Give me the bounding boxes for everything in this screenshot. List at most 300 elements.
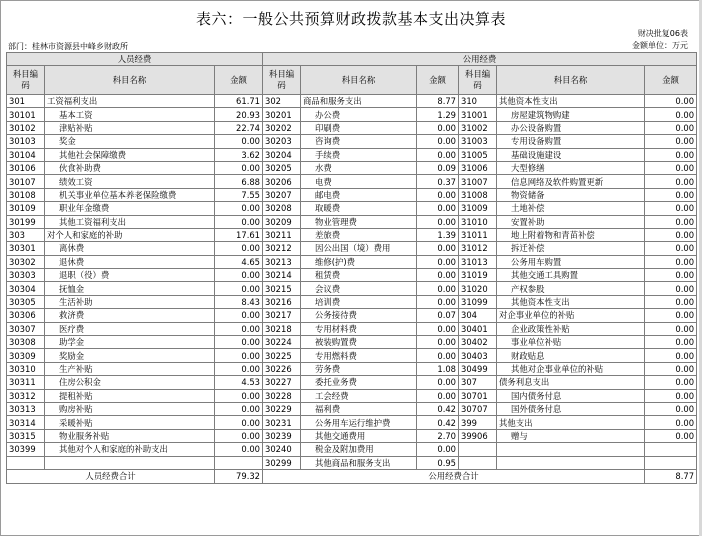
amount-cell: 7.55	[215, 188, 263, 201]
col-amount-header: 金额	[645, 66, 697, 95]
subject-name-cell: 培训费	[301, 295, 417, 308]
subject-name-cell: 职业年金缴费	[45, 202, 215, 215]
subject-name-cell: 机关事业单位基本养老保险缴费	[45, 188, 215, 201]
subject-code-cell: 30199	[7, 215, 45, 228]
subject-code-cell	[7, 456, 45, 469]
amount-cell: 0.00	[645, 322, 697, 335]
subject-code-cell: 30216	[263, 295, 301, 308]
department-label: 部门：桂林市资源县中峰乡财政所	[8, 42, 128, 51]
amount-cell: 0.00	[645, 135, 697, 148]
subject-code-cell: 399	[459, 416, 497, 429]
subject-name-cell: 专用材料费	[301, 322, 417, 335]
subject-code-cell: 31008	[459, 188, 497, 201]
subject-name-cell: 专用燃料费	[301, 349, 417, 362]
subject-code-cell: 31003	[459, 135, 497, 148]
subject-name-cell: 专用设备购置	[497, 135, 645, 148]
table-row	[7, 108, 697, 121]
amount-cell: 0.95	[417, 456, 459, 469]
amount-cell: 0.00	[645, 282, 697, 295]
subject-name-cell: 工资福利支出	[45, 95, 215, 108]
amount-cell: 0.00	[215, 269, 263, 282]
subject-code-cell: 30403	[459, 349, 497, 362]
amount-cell: 0.00	[645, 349, 697, 362]
table-row	[7, 376, 697, 389]
subject-code-cell: 31099	[459, 295, 497, 308]
subject-code-cell: 30206	[263, 175, 301, 188]
amount-cell: 0.00	[215, 402, 263, 415]
subject-name-cell: 离休费	[45, 242, 215, 255]
amount-cell: 0.00	[215, 309, 263, 322]
subject-name-cell: 采暖补贴	[45, 416, 215, 429]
subject-code-cell: 304	[459, 309, 497, 322]
subject-name-cell: 对企事业单位的补贴	[497, 309, 645, 322]
subject-code-cell: 30307	[7, 322, 45, 335]
subject-code-cell: 30301	[7, 242, 45, 255]
subject-name-cell: 基本工资	[45, 108, 215, 121]
amount-cell: 0.00	[417, 202, 459, 215]
amount-cell: 0.09	[417, 161, 459, 174]
subject-code-cell: 39906	[459, 429, 497, 442]
subject-code-cell: 30308	[7, 336, 45, 349]
amount-cell: 0.00	[417, 322, 459, 335]
subject-code-cell: 30299	[263, 456, 301, 469]
subject-code-cell: 30215	[263, 282, 301, 295]
subject-name-cell: 其他对个人和家庭的补助支出	[45, 443, 215, 456]
subject-code-cell: 30499	[459, 362, 497, 375]
subject-code-cell: 30315	[7, 429, 45, 442]
subject-code-cell: 30231	[263, 416, 301, 429]
subject-name-cell: 信息网络及软件购置更新	[497, 175, 645, 188]
amount-cell: 0.00	[645, 295, 697, 308]
subject-name-cell: 其他资本性支出	[497, 95, 645, 108]
amount-cell: 8.77	[417, 95, 459, 108]
amount-cell: 0.00	[645, 121, 697, 134]
subject-name-cell: 债务利息支出	[497, 376, 645, 389]
personnel-total-label: 人员经费合计	[7, 469, 215, 483]
subject-name-cell: 其他对企事业单位的补贴	[497, 362, 645, 375]
subject-name-cell: 奖励金	[45, 349, 215, 362]
amount-cell: 0.00	[417, 242, 459, 255]
subject-name-cell	[45, 456, 215, 469]
subject-code-cell: 310	[459, 95, 497, 108]
subject-code-cell: 30399	[7, 443, 45, 456]
table-row	[7, 322, 697, 335]
public-total-amount: 8.77	[645, 469, 697, 483]
amount-cell: 61.71	[215, 95, 263, 108]
amount-cell: 1.29	[417, 108, 459, 121]
subject-name-cell: 电费	[301, 175, 417, 188]
col-name-header: 科目名称	[301, 66, 417, 95]
subject-name-cell: 被装购置费	[301, 336, 417, 349]
subject-name-cell: 生产补贴	[45, 362, 215, 375]
subject-name-cell: 企业政策性补贴	[497, 322, 645, 335]
subject-code-cell: 30217	[263, 309, 301, 322]
subject-code-cell: 31005	[459, 148, 497, 161]
subject-code-cell: 30214	[263, 269, 301, 282]
subject-code-cell: 30701	[459, 389, 497, 402]
subject-name-cell: 国内债务付息	[497, 389, 645, 402]
amount-cell: 0.07	[417, 309, 459, 322]
subject-name-cell: 办公费	[301, 108, 417, 121]
table-row	[7, 456, 697, 469]
subject-code-cell: 30228	[263, 389, 301, 402]
amount-cell: 8.43	[215, 295, 263, 308]
amount-cell: 0.00	[417, 443, 459, 456]
subject-code-cell: 31009	[459, 202, 497, 215]
amount-cell: 17.61	[215, 228, 263, 241]
amount-cell: 0.42	[417, 402, 459, 415]
subject-code-cell: 30104	[7, 148, 45, 161]
personnel-header: 人员经费	[7, 53, 263, 66]
table-row	[7, 416, 697, 429]
subject-code-cell: 30102	[7, 121, 45, 134]
subject-code-cell: 30218	[263, 322, 301, 335]
public-header: 公用经费	[263, 53, 697, 66]
amount-cell: 0.00	[645, 242, 697, 255]
subject-name-cell: 邮电费	[301, 188, 417, 201]
amount-cell: 0.00	[645, 336, 697, 349]
amount-cell: 0.00	[215, 389, 263, 402]
subject-code-cell: 303	[7, 228, 45, 241]
subject-name-cell: 会议费	[301, 282, 417, 295]
subject-name-cell: 其他交通费用	[301, 429, 417, 442]
subject-name-cell: 赠与	[497, 429, 645, 442]
subject-name-cell: 委托业务费	[301, 376, 417, 389]
table-row	[7, 362, 697, 375]
subject-code-cell: 31011	[459, 228, 497, 241]
table-row	[7, 95, 697, 108]
subject-code-cell: 30224	[263, 336, 301, 349]
subject-name-cell: 印刷费	[301, 121, 417, 134]
amount-cell: 0.00	[215, 242, 263, 255]
subject-code-cell: 30201	[263, 108, 301, 121]
subject-name-cell: 津贴补贴	[45, 121, 215, 134]
subject-name-cell: 绩效工资	[45, 175, 215, 188]
subject-name-cell: 水费	[301, 161, 417, 174]
subject-name-cell: 拆迁补偿	[497, 242, 645, 255]
subject-name-cell: 大型修缮	[497, 161, 645, 174]
col-code-header: 科目编码	[459, 66, 497, 95]
amount-cell: 0.00	[215, 215, 263, 228]
amount-cell: 0.00	[645, 376, 697, 389]
amount-cell: 0.00	[417, 215, 459, 228]
amount-cell: 2.70	[417, 429, 459, 442]
amount-cell: 0.00	[417, 336, 459, 349]
amount-cell: 0.00	[215, 362, 263, 375]
subject-code-cell: 30304	[7, 282, 45, 295]
subject-name-cell: 物业服务补贴	[45, 429, 215, 442]
subject-code-cell: 31002	[459, 121, 497, 134]
table-row	[7, 389, 697, 402]
subject-code-cell: 30101	[7, 108, 45, 121]
amount-cell: 3.62	[215, 148, 263, 161]
subject-name-cell: 维修(护)费	[301, 255, 417, 268]
subject-code-cell: 30107	[7, 175, 45, 188]
subject-name-cell: 地上附着物和青苗补偿	[497, 228, 645, 241]
subject-name-cell: 其他支出	[497, 416, 645, 429]
subject-name-cell: 生活补助	[45, 295, 215, 308]
subject-code-cell: 30305	[7, 295, 45, 308]
subject-code-cell: 30208	[263, 202, 301, 215]
subject-code-cell: 30227	[263, 376, 301, 389]
subject-code-cell: 30202	[263, 121, 301, 134]
subject-name-cell: 提租补贴	[45, 389, 215, 402]
table-row	[7, 443, 697, 456]
amount-cell: 0.00	[645, 255, 697, 268]
subject-code-cell: 30226	[263, 362, 301, 375]
subject-code-cell: 30106	[7, 161, 45, 174]
amount-cell: 0.00	[645, 108, 697, 121]
amount-cell	[645, 456, 697, 469]
table-row	[7, 148, 697, 161]
amount-cell: 0.00	[645, 148, 697, 161]
subject-name-cell: 租赁费	[301, 269, 417, 282]
subject-code-cell: 30229	[263, 402, 301, 415]
subject-code-cell: 30211	[263, 228, 301, 241]
subject-code-cell: 307	[459, 376, 497, 389]
subject-name-cell: 工会经费	[301, 389, 417, 402]
subject-name-cell: 取暖费	[301, 202, 417, 215]
subject-name-cell: 抚恤金	[45, 282, 215, 295]
subject-name-cell: 基础设施建设	[497, 148, 645, 161]
amount-cell: 0.00	[645, 416, 697, 429]
amount-cell	[215, 456, 263, 469]
col-amount-header: 金额	[215, 66, 263, 95]
subject-name-cell: 其他交通工具购置	[497, 269, 645, 282]
amount-unit: 金额单位：万元	[632, 41, 688, 50]
subject-name-cell: 国外债务付息	[497, 402, 645, 415]
table-row	[7, 242, 697, 255]
table-row	[7, 202, 697, 215]
subject-name-cell: 咨询费	[301, 135, 417, 148]
subject-name-cell: 伙食补助费	[45, 161, 215, 174]
subject-name-cell: 福利费	[301, 402, 417, 415]
amount-cell: 0.00	[645, 309, 697, 322]
amount-cell: 0.00	[645, 215, 697, 228]
amount-cell: 0.42	[417, 416, 459, 429]
amount-cell: 0.00	[215, 416, 263, 429]
subject-name-cell: 医疗费	[45, 322, 215, 335]
amount-cell: 0.00	[417, 282, 459, 295]
amount-cell: 0.00	[645, 429, 697, 442]
subject-code-cell: 30303	[7, 269, 45, 282]
table-row	[7, 255, 697, 268]
subject-code-cell: 30302	[7, 255, 45, 268]
amount-cell: 0.00	[645, 188, 697, 201]
amount-cell: 1.39	[417, 228, 459, 241]
subject-code-cell: 31012	[459, 242, 497, 255]
subject-code-cell	[459, 443, 497, 456]
subject-code-cell: 31007	[459, 175, 497, 188]
amount-cell	[645, 443, 697, 456]
subject-code-cell: 30310	[7, 362, 45, 375]
subject-code-cell: 30312	[7, 389, 45, 402]
subject-name-cell: 商品和服务支出	[301, 95, 417, 108]
amount-cell: 0.00	[645, 95, 697, 108]
amount-cell: 0.00	[417, 135, 459, 148]
amount-cell: 0.37	[417, 175, 459, 188]
amount-cell: 0.00	[417, 389, 459, 402]
amount-cell: 0.00	[215, 202, 263, 215]
subject-name-cell: 房屋建筑物购建	[497, 108, 645, 121]
subject-name-cell: 手续费	[301, 148, 417, 161]
subject-code-cell: 31006	[459, 161, 497, 174]
table-row	[7, 215, 697, 228]
table-row	[7, 188, 697, 201]
amount-cell: 0.00	[645, 402, 697, 415]
personnel-total-amount: 79.32	[215, 469, 263, 483]
subject-code-cell: 30209	[263, 215, 301, 228]
table-row	[7, 121, 697, 134]
amount-cell: 1.08	[417, 362, 459, 375]
subject-code-cell: 30309	[7, 349, 45, 362]
subject-name-cell: 退休费	[45, 255, 215, 268]
amount-cell: 0.00	[215, 282, 263, 295]
col-code-header: 科目编码	[7, 66, 45, 95]
subject-code-cell: 30240	[263, 443, 301, 456]
subject-code-cell: 30109	[7, 202, 45, 215]
subject-code-cell: 30212	[263, 242, 301, 255]
amount-cell: 0.00	[417, 376, 459, 389]
subject-code-cell: 31010	[459, 215, 497, 228]
subject-code-cell: 30103	[7, 135, 45, 148]
amount-cell: 0.00	[417, 269, 459, 282]
amount-cell: 0.00	[215, 443, 263, 456]
amount-cell: 4.65	[215, 255, 263, 268]
subject-name-cell: 劳务费	[301, 362, 417, 375]
subject-name-cell: 公务接待费	[301, 309, 417, 322]
subject-name-cell: 安置补助	[497, 215, 645, 228]
expenditure-table	[6, 52, 697, 484]
amount-cell: 0.00	[645, 202, 697, 215]
subject-name-cell: 土地补偿	[497, 202, 645, 215]
amount-cell: 0.00	[645, 269, 697, 282]
col-amount-header: 金额	[417, 66, 459, 95]
subject-name-cell: 其他资本性支出	[497, 295, 645, 308]
subject-name-cell: 财政贴息	[497, 349, 645, 362]
subject-name-cell: 事业单位补贴	[497, 336, 645, 349]
table-row	[7, 429, 697, 442]
subject-name-cell	[497, 456, 645, 469]
subject-name-cell: 其他工资福利支出	[45, 215, 215, 228]
amount-cell: 4.53	[215, 376, 263, 389]
subject-code-cell: 30203	[263, 135, 301, 148]
subject-code-cell: 30205	[263, 161, 301, 174]
table-row	[7, 336, 697, 349]
subject-code-cell: 30311	[7, 376, 45, 389]
subject-name-cell: 奖金	[45, 135, 215, 148]
subject-code-cell: 30313	[7, 402, 45, 415]
amount-cell: 0.00	[645, 175, 697, 188]
subject-name-cell: 购房补贴	[45, 402, 215, 415]
table-row	[7, 135, 697, 148]
subject-code-cell: 30204	[263, 148, 301, 161]
amount-cell: 0.00	[417, 295, 459, 308]
subject-code-cell: 31013	[459, 255, 497, 268]
col-code-header: 科目编码	[263, 66, 301, 95]
subject-code-cell: 30225	[263, 349, 301, 362]
form-code: 财决批复06表	[637, 29, 688, 38]
amount-cell: 0.00	[417, 188, 459, 201]
subject-name-cell: 税金及附加费用	[301, 443, 417, 456]
subject-name-cell: 其他社会保障缴费	[45, 148, 215, 161]
subject-code-cell: 30402	[459, 336, 497, 349]
subject-name-cell: 助学金	[45, 336, 215, 349]
amount-cell: 0.00	[417, 349, 459, 362]
subject-name-cell: 物业管理费	[301, 215, 417, 228]
amount-cell: 6.88	[215, 175, 263, 188]
subject-name-cell: 差旅费	[301, 228, 417, 241]
subject-code-cell: 30314	[7, 416, 45, 429]
public-total-label: 公用经费合计	[263, 469, 645, 483]
table-row	[7, 175, 697, 188]
table-row	[7, 295, 697, 308]
subject-code-cell: 30213	[263, 255, 301, 268]
amount-cell: 20.93	[215, 108, 263, 121]
amount-cell: 0.00	[417, 255, 459, 268]
subject-name-cell: 物资储备	[497, 188, 645, 201]
subject-code-cell	[459, 456, 497, 469]
table-row	[7, 228, 697, 241]
amount-cell: 0.00	[645, 161, 697, 174]
subject-name-cell: 产权参股	[497, 282, 645, 295]
amount-cell: 0.00	[215, 429, 263, 442]
subject-name-cell: 办公设备购置	[497, 121, 645, 134]
table-row	[7, 161, 697, 174]
amount-cell: 0.00	[645, 228, 697, 241]
table-row	[7, 309, 697, 322]
subject-code-cell: 30306	[7, 309, 45, 322]
subject-code-cell: 302	[263, 95, 301, 108]
subject-code-cell: 30207	[263, 188, 301, 201]
subject-name-cell: 住房公积金	[45, 376, 215, 389]
subject-name-cell: 因公出国（境）费用	[301, 242, 417, 255]
amount-cell: 0.00	[215, 322, 263, 335]
amount-cell: 0.00	[215, 161, 263, 174]
subject-name-cell: 退职（役）费	[45, 269, 215, 282]
subject-name-cell: 公务用车购置	[497, 255, 645, 268]
table-row	[7, 282, 697, 295]
col-name-header: 科目名称	[45, 66, 215, 95]
subject-code-cell: 31020	[459, 282, 497, 295]
subject-code-cell: 30108	[7, 188, 45, 201]
amount-cell: 0.00	[645, 362, 697, 375]
subject-name-cell: 救济费	[45, 309, 215, 322]
amount-cell: 0.00	[215, 336, 263, 349]
table-row	[7, 349, 697, 362]
table-row	[7, 402, 697, 415]
report-title: 表六：一般公共预算财政拨款基本支出决算表	[195, 10, 506, 28]
subject-code-cell: 31001	[459, 108, 497, 121]
subject-code-cell: 30401	[459, 322, 497, 335]
subject-code-cell: 31019	[459, 269, 497, 282]
subject-name-cell: 其他商品和服务支出	[301, 456, 417, 469]
amount-cell: 0.00	[417, 121, 459, 134]
amount-cell: 22.74	[215, 121, 263, 134]
amount-cell: 0.00	[645, 389, 697, 402]
col-name-header: 科目名称	[497, 66, 645, 95]
table-row	[7, 269, 697, 282]
subject-code-cell: 30707	[459, 402, 497, 415]
subject-name-cell: 对个人和家庭的补助	[45, 228, 215, 241]
amount-cell: 0.00	[215, 135, 263, 148]
subject-name-cell	[497, 443, 645, 456]
table-body	[7, 95, 697, 470]
totals-row	[7, 469, 697, 483]
amount-cell: 0.00	[417, 148, 459, 161]
subject-code-cell: 30239	[263, 429, 301, 442]
subject-code-cell: 301	[7, 95, 45, 108]
